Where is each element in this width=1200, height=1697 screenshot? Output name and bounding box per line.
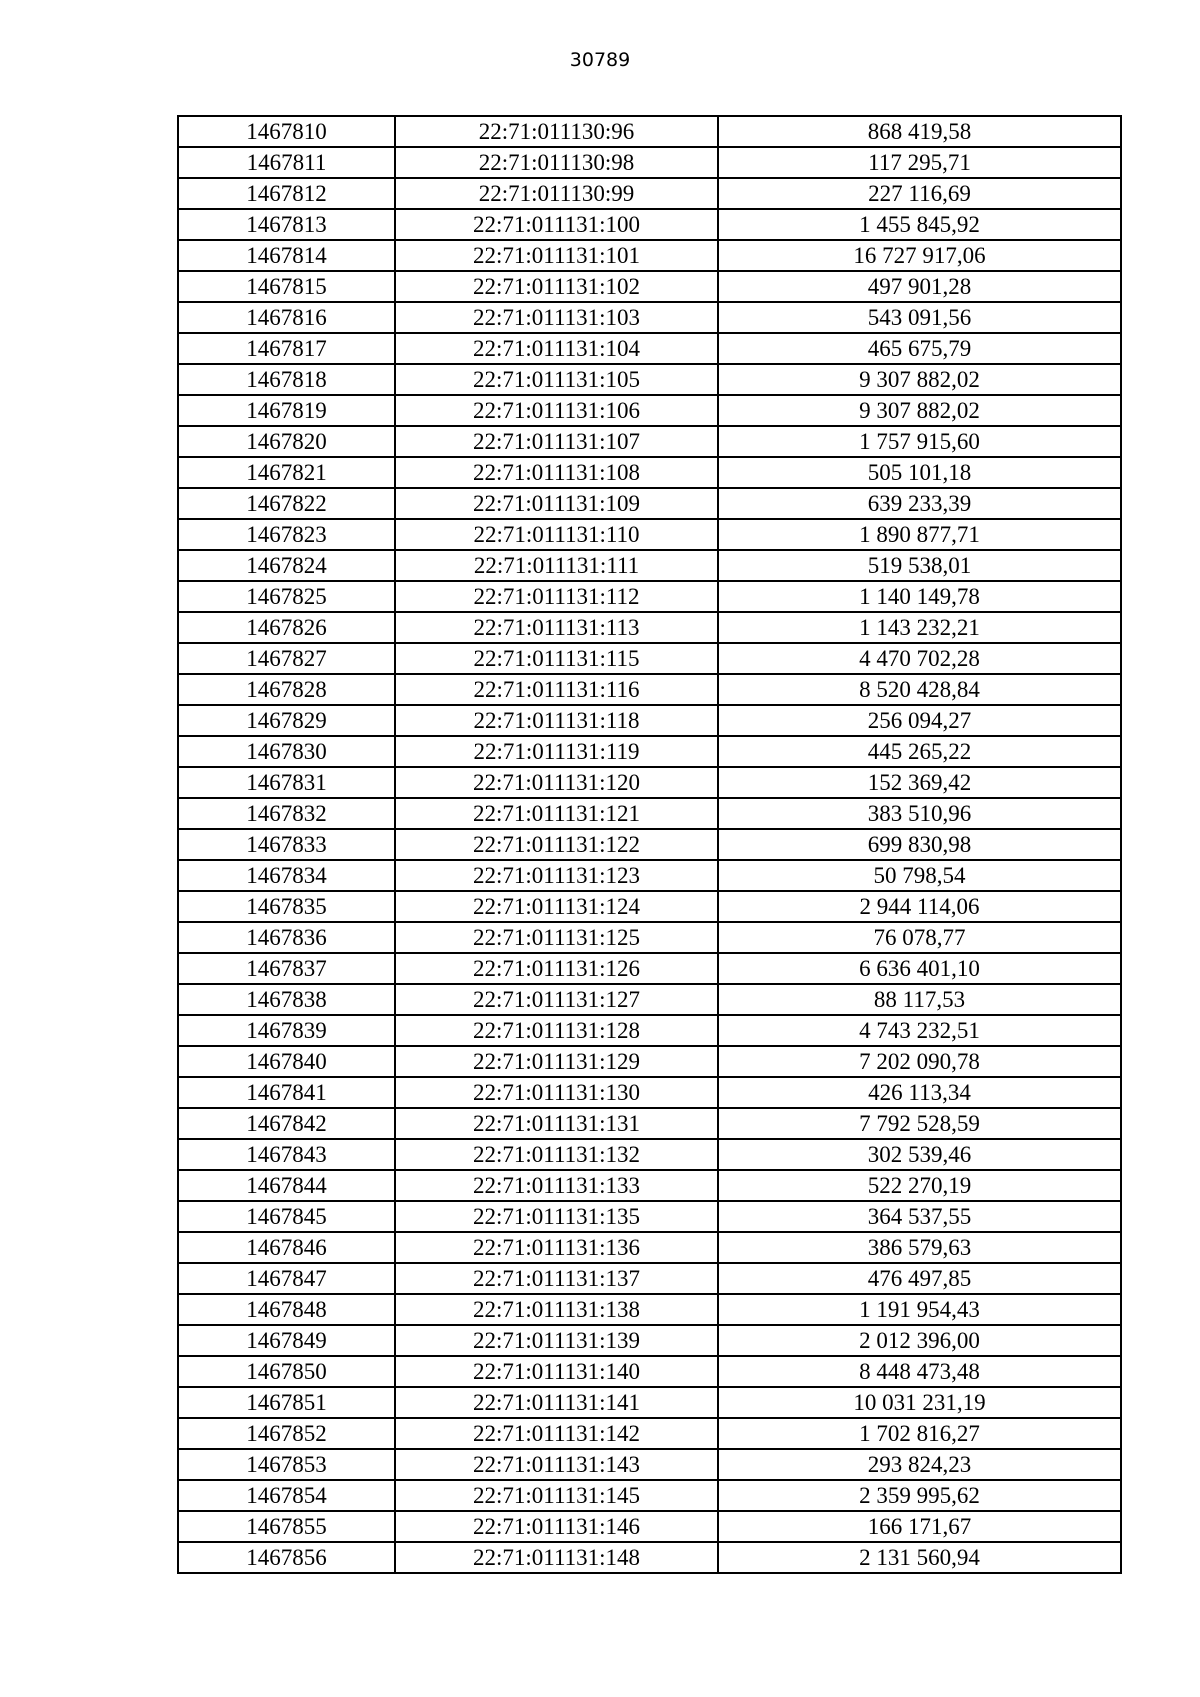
value-cell: 2 012 396,00 bbox=[718, 1325, 1121, 1356]
cadastral-number-cell: 22:71:011131:109 bbox=[395, 488, 718, 519]
value-cell: 152 369,42 bbox=[718, 767, 1121, 798]
record-number-cell: 1467848 bbox=[178, 1294, 395, 1325]
table-row bbox=[178, 922, 1121, 953]
record-number-cell: 1467846 bbox=[178, 1232, 395, 1263]
cadastral-number-cell: 22:71:011131:106 bbox=[395, 395, 718, 426]
value-cell: 465 675,79 bbox=[718, 333, 1121, 364]
table-row bbox=[178, 271, 1121, 302]
cadastral-number-cell: 22:71:011131:112 bbox=[395, 581, 718, 612]
cadastral-number-cell: 22:71:011131:118 bbox=[395, 705, 718, 736]
table-row bbox=[178, 209, 1121, 240]
table-row bbox=[178, 302, 1121, 333]
cadastral-number-cell: 22:71:011131:142 bbox=[395, 1418, 718, 1449]
table-row bbox=[178, 581, 1121, 612]
value-cell: 639 233,39 bbox=[718, 488, 1121, 519]
value-cell: 519 538,01 bbox=[718, 550, 1121, 581]
record-number-cell: 1467843 bbox=[178, 1139, 395, 1170]
record-number-cell: 1467838 bbox=[178, 984, 395, 1015]
table-row bbox=[178, 1015, 1121, 1046]
cadastral-number-cell: 22:71:011131:146 bbox=[395, 1511, 718, 1542]
record-number-cell: 1467832 bbox=[178, 798, 395, 829]
cadastral-number-cell: 22:71:011131:121 bbox=[395, 798, 718, 829]
table-row bbox=[178, 240, 1121, 271]
value-cell: 1 191 954,43 bbox=[718, 1294, 1121, 1325]
table-row bbox=[178, 1356, 1121, 1387]
value-cell: 50 798,54 bbox=[718, 860, 1121, 891]
cadastral-number-cell: 22:71:011131:108 bbox=[395, 457, 718, 488]
record-number-cell: 1467837 bbox=[178, 953, 395, 984]
cadastral-number-cell: 22:71:011131:136 bbox=[395, 1232, 718, 1263]
record-number-cell: 1467830 bbox=[178, 736, 395, 767]
table-row bbox=[178, 1139, 1121, 1170]
record-number-cell: 1467839 bbox=[178, 1015, 395, 1046]
record-number-cell: 1467825 bbox=[178, 581, 395, 612]
record-number-cell: 1467812 bbox=[178, 178, 395, 209]
cadastral-number-cell: 22:71:011131:120 bbox=[395, 767, 718, 798]
table-row bbox=[178, 178, 1121, 209]
table-row bbox=[178, 674, 1121, 705]
cadastral-number-cell: 22:71:011131:140 bbox=[395, 1356, 718, 1387]
value-cell: 302 539,46 bbox=[718, 1139, 1121, 1170]
cadastral-number-cell: 22:71:011131:116 bbox=[395, 674, 718, 705]
value-cell: 699 830,98 bbox=[718, 829, 1121, 860]
record-number-cell: 1467836 bbox=[178, 922, 395, 953]
table-row bbox=[178, 1418, 1121, 1449]
value-cell: 1 140 149,78 bbox=[718, 581, 1121, 612]
table-row bbox=[178, 1294, 1121, 1325]
cadastral-number-cell: 22:71:011131:107 bbox=[395, 426, 718, 457]
cadastral-number-cell: 22:71:011131:111 bbox=[395, 550, 718, 581]
value-cell: 256 094,27 bbox=[718, 705, 1121, 736]
cadastral-number-cell: 22:71:011131:141 bbox=[395, 1387, 718, 1418]
cadastral-number-cell: 22:71:011131:126 bbox=[395, 953, 718, 984]
cadastral-number-cell: 22:71:011131:148 bbox=[395, 1542, 718, 1573]
record-number-cell: 1467826 bbox=[178, 612, 395, 643]
value-cell: 426 113,34 bbox=[718, 1077, 1121, 1108]
cadastral-number-cell: 22:71:011131:132 bbox=[395, 1139, 718, 1170]
cadastral-number-cell: 22:71:011131:129 bbox=[395, 1046, 718, 1077]
table-row bbox=[178, 829, 1121, 860]
cadastral-number-cell: 22:71:011131:102 bbox=[395, 271, 718, 302]
value-cell: 2 944 114,06 bbox=[718, 891, 1121, 922]
cadastral-number-cell: 22:71:011131:105 bbox=[395, 364, 718, 395]
table-row bbox=[178, 860, 1121, 891]
table-row bbox=[178, 798, 1121, 829]
record-number-cell: 1467849 bbox=[178, 1325, 395, 1356]
cadastral-number-cell: 22:71:011131:124 bbox=[395, 891, 718, 922]
value-cell: 1 890 877,71 bbox=[718, 519, 1121, 550]
table-row bbox=[178, 612, 1121, 643]
table-row bbox=[178, 147, 1121, 178]
cadastral-number-cell: 22:71:011131:135 bbox=[395, 1201, 718, 1232]
value-cell: 76 078,77 bbox=[718, 922, 1121, 953]
cadastral-number-cell: 22:71:011131:125 bbox=[395, 922, 718, 953]
value-cell: 476 497,85 bbox=[718, 1263, 1121, 1294]
record-number-cell: 1467813 bbox=[178, 209, 395, 240]
table-row bbox=[178, 736, 1121, 767]
cadastral-number-cell: 22:71:011131:138 bbox=[395, 1294, 718, 1325]
table-row bbox=[178, 1325, 1121, 1356]
cadastral-number-cell: 22:71:011131:131 bbox=[395, 1108, 718, 1139]
cadastral-number-cell: 22:71:011131:123 bbox=[395, 860, 718, 891]
table-body bbox=[178, 116, 1121, 1573]
value-cell: 505 101,18 bbox=[718, 457, 1121, 488]
record-number-cell: 1467847 bbox=[178, 1263, 395, 1294]
record-number-cell: 1467814 bbox=[178, 240, 395, 271]
table-row bbox=[178, 1511, 1121, 1542]
cadastral-number-cell: 22:71:011131:113 bbox=[395, 612, 718, 643]
record-number-cell: 1467824 bbox=[178, 550, 395, 581]
cadastral-number-cell: 22:71:011131:130 bbox=[395, 1077, 718, 1108]
table-row bbox=[178, 333, 1121, 364]
cadastral-number-cell: 22:71:011131:100 bbox=[395, 209, 718, 240]
record-number-cell: 1467831 bbox=[178, 767, 395, 798]
record-number-cell: 1467844 bbox=[178, 1170, 395, 1201]
value-cell: 1 143 232,21 bbox=[718, 612, 1121, 643]
cadastral-number-cell: 22:71:011130:98 bbox=[395, 147, 718, 178]
value-cell: 1 455 845,92 bbox=[718, 209, 1121, 240]
cadastral-number-cell: 22:71:011131:115 bbox=[395, 643, 718, 674]
record-number-cell: 1467833 bbox=[178, 829, 395, 860]
table-row bbox=[178, 1077, 1121, 1108]
table-row bbox=[178, 116, 1121, 147]
value-cell: 88 117,53 bbox=[718, 984, 1121, 1015]
value-cell: 386 579,63 bbox=[718, 1232, 1121, 1263]
record-number-cell: 1467829 bbox=[178, 705, 395, 736]
value-cell: 166 171,67 bbox=[718, 1511, 1121, 1542]
record-number-cell: 1467817 bbox=[178, 333, 395, 364]
cadastral-number-cell: 22:71:011131:128 bbox=[395, 1015, 718, 1046]
value-cell: 4 743 232,51 bbox=[718, 1015, 1121, 1046]
value-cell: 445 265,22 bbox=[718, 736, 1121, 767]
record-number-cell: 1467819 bbox=[178, 395, 395, 426]
value-cell: 10 031 231,19 bbox=[718, 1387, 1121, 1418]
value-cell: 7 792 528,59 bbox=[718, 1108, 1121, 1139]
record-number-cell: 1467823 bbox=[178, 519, 395, 550]
value-cell: 6 636 401,10 bbox=[718, 953, 1121, 984]
record-number-cell: 1467821 bbox=[178, 457, 395, 488]
record-number-cell: 1467852 bbox=[178, 1418, 395, 1449]
table-row bbox=[178, 984, 1121, 1015]
record-number-cell: 1467855 bbox=[178, 1511, 395, 1542]
table-row bbox=[178, 1387, 1121, 1418]
table-row bbox=[178, 1480, 1121, 1511]
record-number-cell: 1467845 bbox=[178, 1201, 395, 1232]
record-number-cell: 1467851 bbox=[178, 1387, 395, 1418]
value-cell: 1 757 915,60 bbox=[718, 426, 1121, 457]
data-table bbox=[177, 115, 1122, 1574]
record-number-cell: 1467835 bbox=[178, 891, 395, 922]
cadastral-number-cell: 22:71:011131:137 bbox=[395, 1263, 718, 1294]
cadastral-number-cell: 22:71:011131:139 bbox=[395, 1325, 718, 1356]
value-cell: 7 202 090,78 bbox=[718, 1046, 1121, 1077]
table-row bbox=[178, 426, 1121, 457]
table-row bbox=[178, 1542, 1121, 1573]
table-row bbox=[178, 364, 1121, 395]
table-row bbox=[178, 457, 1121, 488]
value-cell: 227 116,69 bbox=[718, 178, 1121, 209]
record-number-cell: 1467842 bbox=[178, 1108, 395, 1139]
record-number-cell: 1467810 bbox=[178, 116, 395, 147]
record-number-cell: 1467841 bbox=[178, 1077, 395, 1108]
record-number-cell: 1467853 bbox=[178, 1449, 395, 1480]
value-cell: 293 824,23 bbox=[718, 1449, 1121, 1480]
value-cell: 1 702 816,27 bbox=[718, 1418, 1121, 1449]
table-row bbox=[178, 891, 1121, 922]
value-cell: 8 448 473,48 bbox=[718, 1356, 1121, 1387]
value-cell: 868 419,58 bbox=[718, 116, 1121, 147]
table-row bbox=[178, 1170, 1121, 1201]
record-number-cell: 1467818 bbox=[178, 364, 395, 395]
cadastral-number-cell: 22:71:011131:127 bbox=[395, 984, 718, 1015]
table-row bbox=[178, 643, 1121, 674]
record-number-cell: 1467822 bbox=[178, 488, 395, 519]
cadastral-number-cell: 22:71:011131:133 bbox=[395, 1170, 718, 1201]
value-cell: 543 091,56 bbox=[718, 302, 1121, 333]
value-cell: 522 270,19 bbox=[718, 1170, 1121, 1201]
table-row bbox=[178, 1046, 1121, 1077]
value-cell: 16 727 917,06 bbox=[718, 240, 1121, 271]
cadastral-number-cell: 22:71:011131:119 bbox=[395, 736, 718, 767]
cadastral-number-cell: 22:71:011131:110 bbox=[395, 519, 718, 550]
cadastral-number-cell: 22:71:011131:143 bbox=[395, 1449, 718, 1480]
cadastral-number-cell: 22:71:011130:99 bbox=[395, 178, 718, 209]
record-number-cell: 1467827 bbox=[178, 643, 395, 674]
record-number-cell: 1467815 bbox=[178, 271, 395, 302]
cadastral-number-cell: 22:71:011131:103 bbox=[395, 302, 718, 333]
value-cell: 497 901,28 bbox=[718, 271, 1121, 302]
record-number-cell: 1467834 bbox=[178, 860, 395, 891]
record-number-cell: 1467850 bbox=[178, 1356, 395, 1387]
record-number-cell: 1467820 bbox=[178, 426, 395, 457]
table-row bbox=[178, 705, 1121, 736]
table-row bbox=[178, 1263, 1121, 1294]
value-cell: 4 470 702,28 bbox=[718, 643, 1121, 674]
record-number-cell: 1467840 bbox=[178, 1046, 395, 1077]
value-cell: 8 520 428,84 bbox=[718, 674, 1121, 705]
record-number-cell: 1467811 bbox=[178, 147, 395, 178]
table-row bbox=[178, 550, 1121, 581]
table-row bbox=[178, 1449, 1121, 1480]
table-row bbox=[178, 953, 1121, 984]
table-row bbox=[178, 1108, 1121, 1139]
table-row bbox=[178, 1201, 1121, 1232]
cadastral-number-cell: 22:71:011131:145 bbox=[395, 1480, 718, 1511]
cadastral-number-cell: 22:71:011130:96 bbox=[395, 116, 718, 147]
cadastral-number-cell: 22:71:011131:104 bbox=[395, 333, 718, 364]
cadastral-number-cell: 22:71:011131:122 bbox=[395, 829, 718, 860]
table-row bbox=[178, 488, 1121, 519]
record-number-cell: 1467816 bbox=[178, 302, 395, 333]
value-cell: 2 359 995,62 bbox=[718, 1480, 1121, 1511]
value-cell: 9 307 882,02 bbox=[718, 364, 1121, 395]
table-row bbox=[178, 767, 1121, 798]
table-row bbox=[178, 395, 1121, 426]
table-row bbox=[178, 1232, 1121, 1263]
value-cell: 9 307 882,02 bbox=[718, 395, 1121, 426]
cadastral-number-cell: 22:71:011131:101 bbox=[395, 240, 718, 271]
page-number: 30789 bbox=[569, 49, 631, 71]
record-number-cell: 1467828 bbox=[178, 674, 395, 705]
record-number-cell: 1467856 bbox=[178, 1542, 395, 1573]
value-cell: 117 295,71 bbox=[718, 147, 1121, 178]
table-row bbox=[178, 519, 1121, 550]
record-number-cell: 1467854 bbox=[178, 1480, 395, 1511]
value-cell: 364 537,55 bbox=[718, 1201, 1121, 1232]
value-cell: 2 131 560,94 bbox=[718, 1542, 1121, 1573]
value-cell: 383 510,96 bbox=[718, 798, 1121, 829]
